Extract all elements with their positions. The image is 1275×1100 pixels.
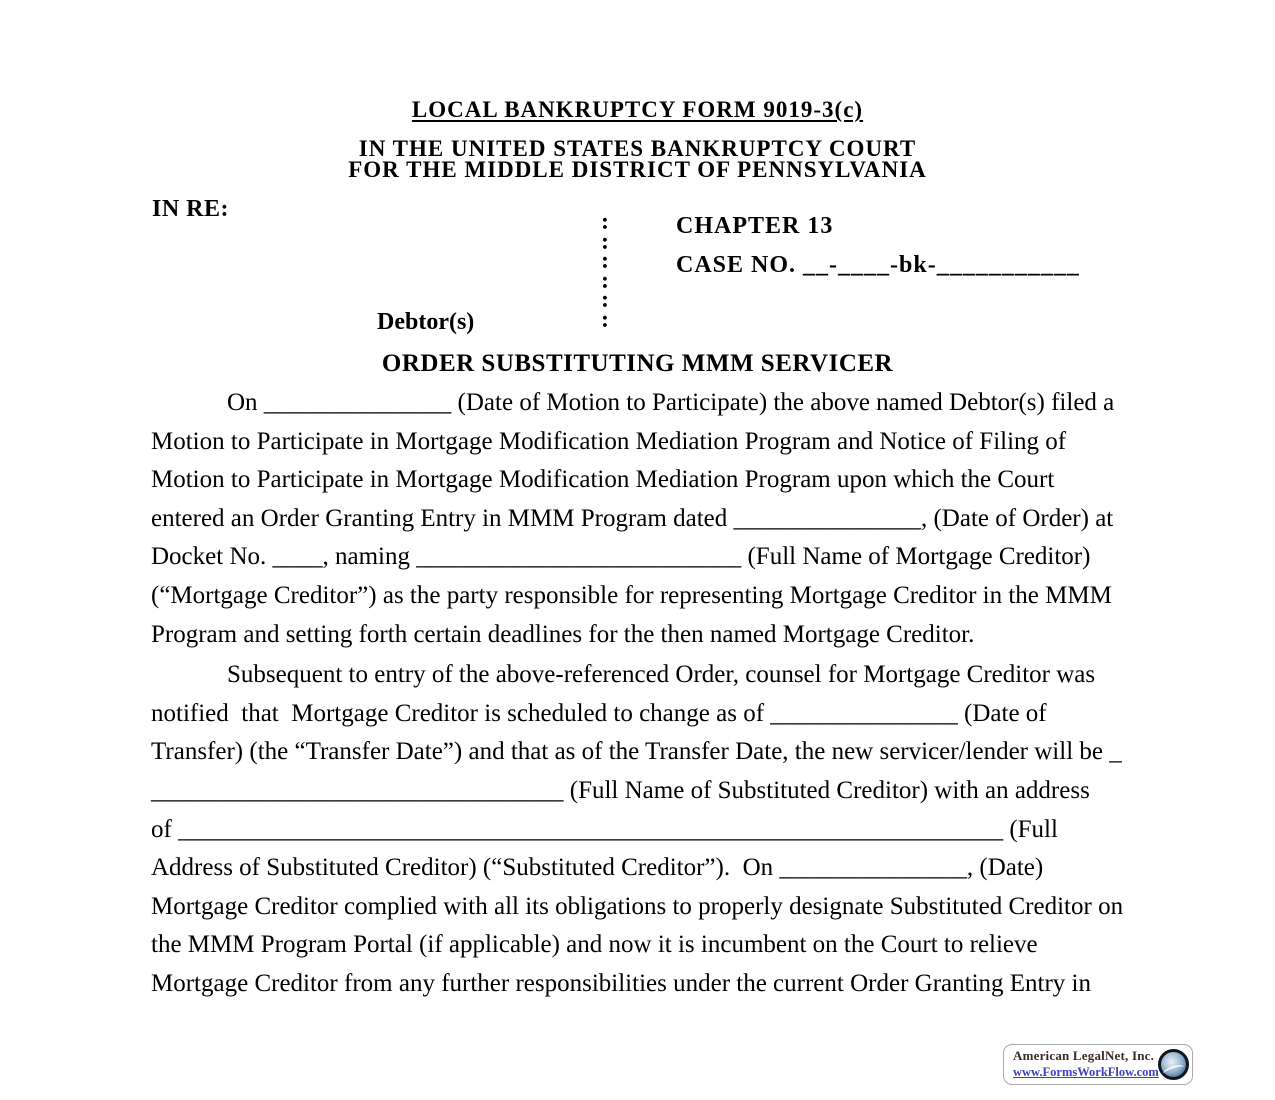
body-line: Motion to Participate in Mortgage Modification Mediation Program and Notice of Filing of [151,427,1067,455]
american-legalnet-logo-box [1003,1044,1193,1085]
body-line: _________________________________ (Full Name of Substituted Creditor) with an address [151,776,1090,804]
court-name [0,138,1275,180]
caption-colon: : [601,209,609,235]
debtors-label: Debtor(s) [377,309,475,335]
body-line: Program and setting forth certain deadlines for the then named Mortgage Creditor. [151,620,975,648]
body-line: Docket No. ____, naming __________________________ (Full Name of Mortgage Creditor) [151,543,1091,571]
formsworkflow-link[interactable]: www.FormsWorkFlow.com [1013,1065,1159,1079]
american-legalnet-company-name: American LegalNet, Inc. [1013,1048,1155,1063]
order-body [151,384,1161,1004]
paragraph-2 [151,656,1161,1003]
body-line: Subsequent to entry of the above-referenced Order, counsel for Mortgage Creditor was [227,661,1096,689]
body-line: of __________________________________________________________________ (Full [151,815,1058,843]
in-re-label: IN RE: [152,196,230,222]
body-line: the MMM Program Portal (if applicable) and now it is incumbent on the Court to relieve [151,931,1038,959]
american-legalnet-globe-icon [1158,1049,1189,1080]
paragraph-1 [151,384,1161,654]
body-line: Mortgage Creditor from any further responsibilities under the current Order Granting Entry in [151,969,1092,997]
form-title: LOCAL BANKRUPTCY FORM 9019-3(c) [411,97,864,122]
chapter-label: CHAPTER 13 [676,213,834,239]
caption-colon: : [601,267,609,294]
caption-colon: : [601,248,609,274]
body-line: Address of Substituted Creditor) (“Substituted Creditor”). On _______________, (Date) [151,854,1044,882]
body-line: (“Mortgage Creditor”) as the party responsible for representing Mortgage Creditor in the MMM [151,581,1112,609]
caption-colon: : [601,228,609,255]
order-title: ORDER SUBSTITUTING MMM SERVICER [381,350,894,377]
case-number-blank: CASE NO. __-____-bk-___________ [676,252,1080,278]
american-legalnet-text [1013,1048,1158,1081]
body-line: Transfer) (the “Transfer Date”) and that as of the Transfer Date, the new servicer/lender will be _ [151,738,1122,766]
body-line: notified that Mortgage Creditor is scheduled to change as of _______________ (Date of [151,699,1047,727]
body-line: On _______________ (Date of Motion to Participate) the above named Debtor(s) filed a [227,389,1115,416]
body-line: Motion to Participate in Mortgage Modification Mediation Program upon which the Court [151,466,1055,494]
caption-colon: : [601,287,609,313]
caption-divider-colons [601,209,609,333]
caption-colon: : [601,306,609,333]
body-line: Mortgage Creditor complied with all its obligations to properly designate Substituted Creditor on [151,892,1124,920]
body-line: entered an Order Granting Entry in MMM Program dated _______________, (Date of Order) at [151,504,1114,532]
court-name-line2: FOR THE MIDDLE DISTRICT OF PENNSYLVANIA [348,157,927,182]
court-name-line1: IN THE UNITED STATES BANKRUPTCY COURT [358,136,917,161]
